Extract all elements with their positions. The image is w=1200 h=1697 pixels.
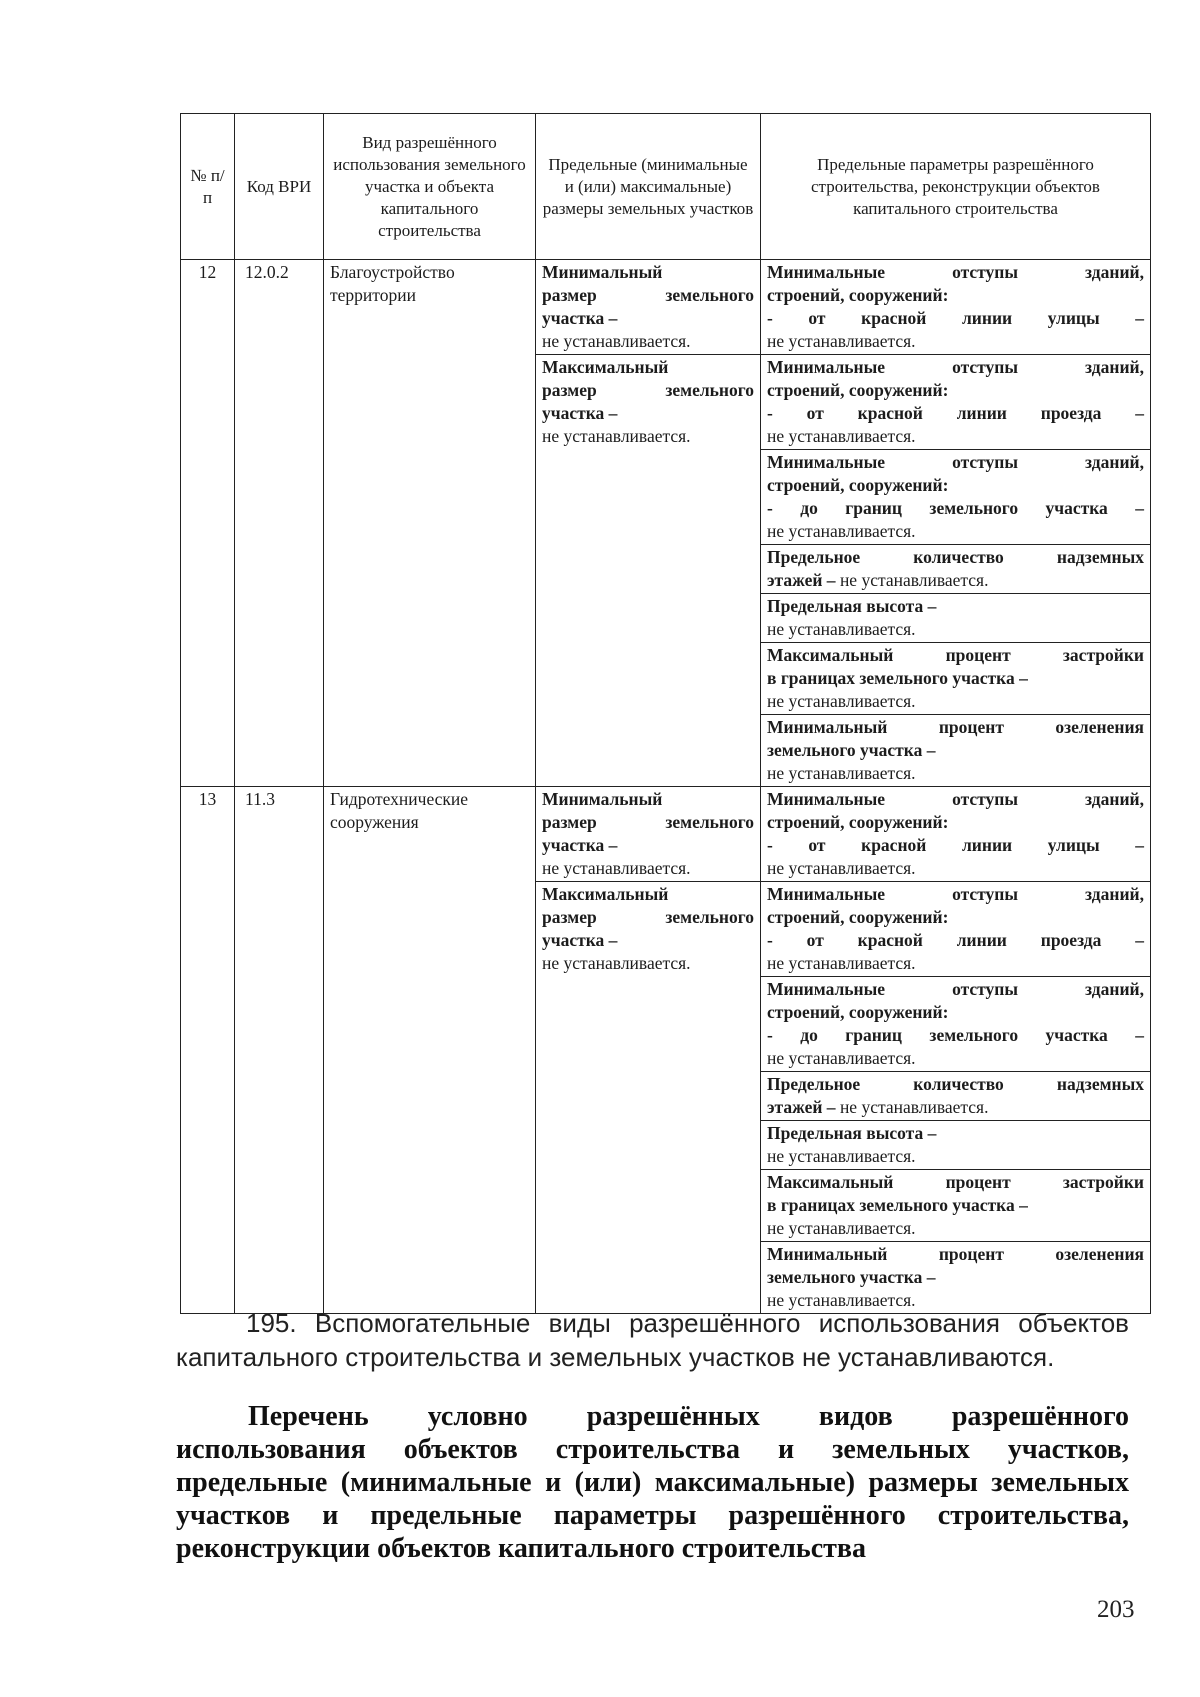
row-12-param-5-value: не устанавливается. bbox=[767, 619, 916, 639]
row-13-param-5-value: не устанавливается. bbox=[767, 1146, 916, 1166]
row-12-param-3-l1: Минимальные отступы зданий, bbox=[767, 452, 1144, 472]
header-sizes: Предельные (минимальные и (или) максимальные) размеры земельных участков bbox=[536, 114, 761, 260]
row-12-param-1-l2: строений, сооружений: bbox=[767, 285, 949, 305]
row-12-param-3-l2: строений, сооружений: bbox=[767, 475, 949, 495]
header-type: Вид разрешённого использования земельного участка и объекта капитального строительства bbox=[324, 114, 536, 260]
row-13-param-4-l2: этажей – bbox=[767, 1097, 836, 1117]
row-12-param-4-value: не устанавливается. bbox=[839, 570, 989, 590]
row-13-param-1-l2: строений, сооружений: bbox=[767, 812, 949, 832]
row-12-max-size-title-l3: участка – bbox=[542, 403, 618, 423]
row-12-param-4-l2: этажей – bbox=[767, 570, 836, 590]
row-12-max-size-value: не устанавливается. bbox=[542, 426, 691, 446]
row-13-min-size-title-l3: участка – bbox=[542, 835, 618, 855]
row-12-param-7-value: не устанавливается. bbox=[767, 763, 916, 783]
row-12-param-6-l1: Максимальный процент застройки bbox=[767, 645, 1144, 665]
row-12-num: 12 bbox=[181, 260, 235, 787]
row-12-type: Благоустройство территории bbox=[324, 260, 536, 787]
header-num: № п/п bbox=[181, 114, 235, 260]
row-12-param-4-l1: Предельное количество надземных bbox=[767, 547, 1144, 567]
row-13-param-6-value: не устанавливается. bbox=[767, 1218, 916, 1238]
row-12-max-size-title-l2: размер земельного bbox=[542, 380, 754, 400]
row-13-min-size bbox=[536, 787, 761, 882]
row-12-param-2-l3: - от красной линии проезда – bbox=[767, 403, 1144, 423]
heading-line-3: предельные (минимальные и (или) максимальные) размеры земельных bbox=[176, 1467, 1129, 1498]
row-12-param-2-l2: строений, сооружений: bbox=[767, 380, 949, 400]
row-13-param-2 bbox=[761, 882, 1151, 977]
paragraph-195-text: 195. Вспомогательные виды разрешённого использования объектов капитального строительства и земельных участков не устанавливаются. bbox=[176, 1308, 1129, 1372]
row-13-min-size-title-l2: размер земельного bbox=[542, 812, 754, 832]
land-use-table bbox=[180, 113, 1151, 1314]
heading-line-5: реконструкции объектов капитального строительства bbox=[176, 1533, 866, 1564]
row-12-param-7 bbox=[761, 715, 1151, 787]
row-13-param-6-l1: Максимальный процент застройки bbox=[767, 1172, 1144, 1192]
row-12-min-size-title-l3: участка – bbox=[542, 308, 618, 328]
row-12-param-1 bbox=[761, 260, 1151, 355]
row-12-code: 12.0.2 bbox=[235, 260, 324, 787]
section-heading bbox=[176, 1400, 1129, 1565]
row-13-param-3-l2: строений, сооружений: bbox=[767, 1002, 949, 1022]
row-13-param-4-l1: Предельное количество надземных bbox=[767, 1074, 1144, 1094]
heading-line-4: участков и предельные параметры разрешённого строительства, bbox=[176, 1500, 1129, 1531]
row-13-max-size-title-l3: участка – bbox=[542, 930, 618, 950]
row-12-param-7-l1: Минимальный процент озеленения bbox=[767, 717, 1144, 737]
row-13-param-7-l1: Минимальный процент озеленения bbox=[767, 1244, 1144, 1264]
row-12-param-6 bbox=[761, 643, 1151, 715]
row-13-param-2-l1: Минимальные отступы зданий, bbox=[767, 884, 1144, 904]
header-params: Предельные параметры разрешённого строительства, реконструкции объектов капитального строительства bbox=[761, 114, 1151, 260]
row-13-param-7-value: не устанавливается. bbox=[767, 1290, 916, 1310]
land-use-table-container bbox=[180, 113, 1150, 1310]
row-13-num: 13 bbox=[181, 787, 235, 1314]
row-12-param-3 bbox=[761, 450, 1151, 545]
row-13-type: Гидротехнические сооружения bbox=[324, 787, 536, 1314]
row-13-param-7-l2: земельного участка – bbox=[767, 1267, 936, 1287]
row-12-param-2 bbox=[761, 355, 1151, 450]
row-13-param-4 bbox=[761, 1072, 1151, 1121]
row-13-param-4-value: не устанавливается. bbox=[839, 1097, 989, 1117]
row-13-max-size-title-l1: Максимальный bbox=[542, 884, 669, 904]
row-12-max-size bbox=[536, 355, 761, 787]
heading-line-1: Перечень условно разрешённых видов разрешённого bbox=[248, 1401, 1129, 1432]
row-12-min-size-title-l2: размер земельного bbox=[542, 285, 754, 305]
row-12-param-6-value: не устанавливается. bbox=[767, 691, 916, 711]
row-13-param-1-value: не устанавливается. bbox=[767, 858, 916, 878]
row-13-param-3-value: не устанавливается. bbox=[767, 1048, 916, 1068]
row-13-param-1 bbox=[761, 787, 1151, 882]
row-12-param-2-value: не устанавливается. bbox=[767, 426, 916, 446]
header-code: Код ВРИ bbox=[235, 114, 324, 260]
row-13-max-size-value: не устанавливается. bbox=[542, 953, 691, 973]
row-13-min-size-value: не устанавливается. bbox=[542, 858, 691, 878]
row-13-param-1-l1: Минимальные отступы зданий, bbox=[767, 789, 1144, 809]
paragraph-195 bbox=[176, 1306, 1129, 1374]
row-12-param-7-l2: земельного участка – bbox=[767, 740, 936, 760]
row-13-param-2-l2: строений, сооружений: bbox=[767, 907, 949, 927]
row-12-param-1-l1: Минимальные отступы зданий, bbox=[767, 262, 1144, 282]
heading-line-2: использования объектов строительства и земельных участков, bbox=[176, 1434, 1129, 1465]
row-12-max-size-title-l1: Максимальный bbox=[542, 357, 669, 377]
row-13-param-5 bbox=[761, 1121, 1151, 1170]
row-12-min-size-title-l1: Минимальный bbox=[542, 262, 663, 282]
row-13-param-7 bbox=[761, 1242, 1151, 1314]
row-12-param-5 bbox=[761, 594, 1151, 643]
row-13-param-2-l3: - от красной линии проезда – bbox=[767, 930, 1144, 950]
row-13-code: 11.3 bbox=[235, 787, 324, 1314]
row-12-param-3-value: не устанавливается. bbox=[767, 521, 916, 541]
row-12-param-3-l3: - до границ земельного участка – bbox=[767, 498, 1144, 518]
row-12-param-1-l3: - от красной линии улицы – bbox=[767, 308, 1144, 328]
row-13-min-size-title-l1: Минимальный bbox=[542, 789, 663, 809]
row-12-param-5-l1: Предельная высота – bbox=[767, 596, 937, 616]
row-12-min-size bbox=[536, 260, 761, 355]
row-12-param-1-value: не устанавливается. bbox=[767, 331, 916, 351]
page-number: 203 bbox=[1097, 1596, 1135, 1623]
row-13-param-3 bbox=[761, 977, 1151, 1072]
row-13-param-3-l1: Минимальные отступы зданий, bbox=[767, 979, 1144, 999]
row-13-max-size-title-l2: размер земельного bbox=[542, 907, 754, 927]
row-13-param-6-l2: в границах земельного участка – bbox=[767, 1195, 1028, 1215]
row-13-max-size bbox=[536, 882, 761, 1314]
row-12-param-6-l2: в границах земельного участка – bbox=[767, 668, 1028, 688]
row-13-param-1-l3: - от красной линии улицы – bbox=[767, 835, 1144, 855]
row-13-param-2-value: не устанавливается. bbox=[767, 953, 916, 973]
row-13-param-3-l3: - до границ земельного участка – bbox=[767, 1025, 1144, 1045]
row-12-param-2-l1: Минимальные отступы зданий, bbox=[767, 357, 1144, 377]
row-12-min-size-value: не устанавливается. bbox=[542, 331, 691, 351]
row-13-param-5-l1: Предельная высота – bbox=[767, 1123, 937, 1143]
row-12-param-4 bbox=[761, 545, 1151, 594]
row-13-param-6 bbox=[761, 1170, 1151, 1242]
